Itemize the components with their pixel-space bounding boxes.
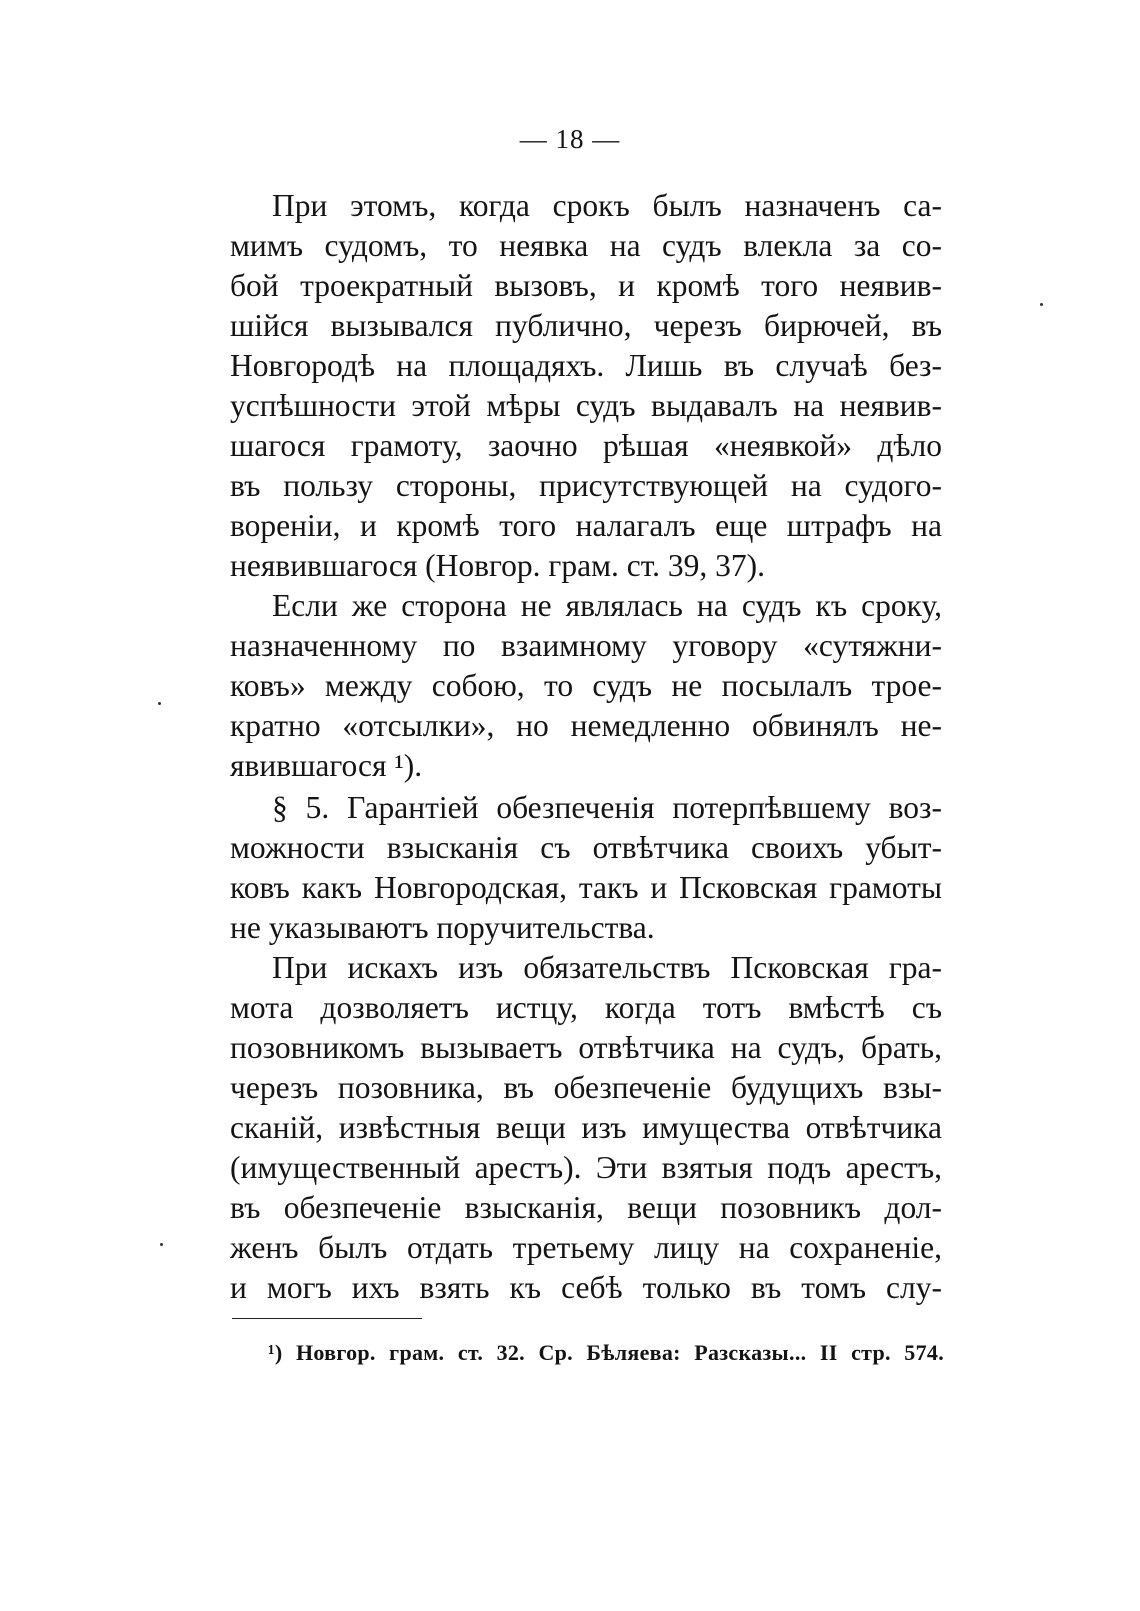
- text-line: Если же сторона не являлась на судъ къ сроку,: [272, 588, 942, 623]
- text-line: и могъ ихъ взять къ себѣ только въ томъ слу-: [230, 1270, 942, 1305]
- text-line: сканій, извѣстныя вещи изъ имущества отвѣтчика: [230, 1110, 942, 1145]
- section-heading-line: § 5. Гарантіей обезпеченія потерпѣвшему воз-: [272, 790, 942, 825]
- text-line: не указываютъ поручительства.: [230, 910, 655, 945]
- text-line: позовникомъ вызываетъ отвѣтчика на судъ, брать,: [230, 1030, 942, 1065]
- text-line: явившагося ¹).: [230, 748, 423, 783]
- scan-speck: [1040, 303, 1043, 306]
- footnote: ¹) Новгор. грам. ст. 32. Ср. Бѣляева: Разсказы... II стр. 574.: [268, 1340, 944, 1365]
- text-line: можности взысканія съ отвѣтчика своихъ убыт-: [230, 830, 942, 865]
- page-number: — 18 —: [519, 124, 621, 154]
- text-line: шагося грамоту, заочно рѣшая «неявкой» дѣло: [230, 428, 942, 463]
- text-line: кратно «отсылки», но немедленно обвинялъ не-: [230, 708, 942, 743]
- text-line: черезъ позовника, въ обезпеченіе будущихъ взы-: [230, 1070, 942, 1105]
- text-line: При искахъ изъ обязательствъ Псковская гра-: [272, 950, 942, 985]
- text-line: При этомъ, когда срокъ былъ назначенъ са-: [272, 188, 942, 223]
- text-line: неявившагося (Новгор. грам. ст. 39, 37).: [230, 548, 766, 583]
- footnote-divider: [232, 1318, 422, 1319]
- text-line: бой троекратный вызовъ, и кромѣ того неявив-: [230, 268, 942, 303]
- text-line: мимъ судомъ, то неявка на судъ влекла за со-: [230, 228, 942, 263]
- text-line: женъ былъ отдать третьему лицу на сохраненіе,: [230, 1230, 942, 1265]
- scan-speck: [160, 1243, 163, 1246]
- text-line: назначенному по взаимному уговору «сутяжни-: [230, 628, 942, 663]
- text-line: вореніи, и кромѣ того налагалъ еще штрафъ на: [230, 508, 942, 543]
- text-line: ковъ какъ Новгородская, такъ и Псковская грамоты: [230, 870, 942, 905]
- text-line: (имущественный арестъ). Эти взятыя подъ арестъ,: [230, 1150, 942, 1185]
- text-line: успѣшности этой мѣры судъ выдавалъ на неявив-: [230, 388, 942, 423]
- text-line: шійся вызывался публично, черезъ бирючей, въ: [230, 308, 942, 343]
- text-line: Новгородѣ на площадяхъ. Лишь въ случаѣ без-: [230, 348, 942, 383]
- text-line: въ пользу стороны, присутствующей на судого-: [230, 468, 942, 503]
- scan-speck: [158, 702, 161, 705]
- text-line: ковъ» между собою, то судъ не посылалъ трое-: [230, 668, 942, 703]
- text-line: въ обезпеченіе взысканія, вещи позовникъ дол-: [230, 1190, 942, 1225]
- text-line: мота дозволяетъ истцу, когда тотъ вмѣстѣ съ: [230, 990, 942, 1025]
